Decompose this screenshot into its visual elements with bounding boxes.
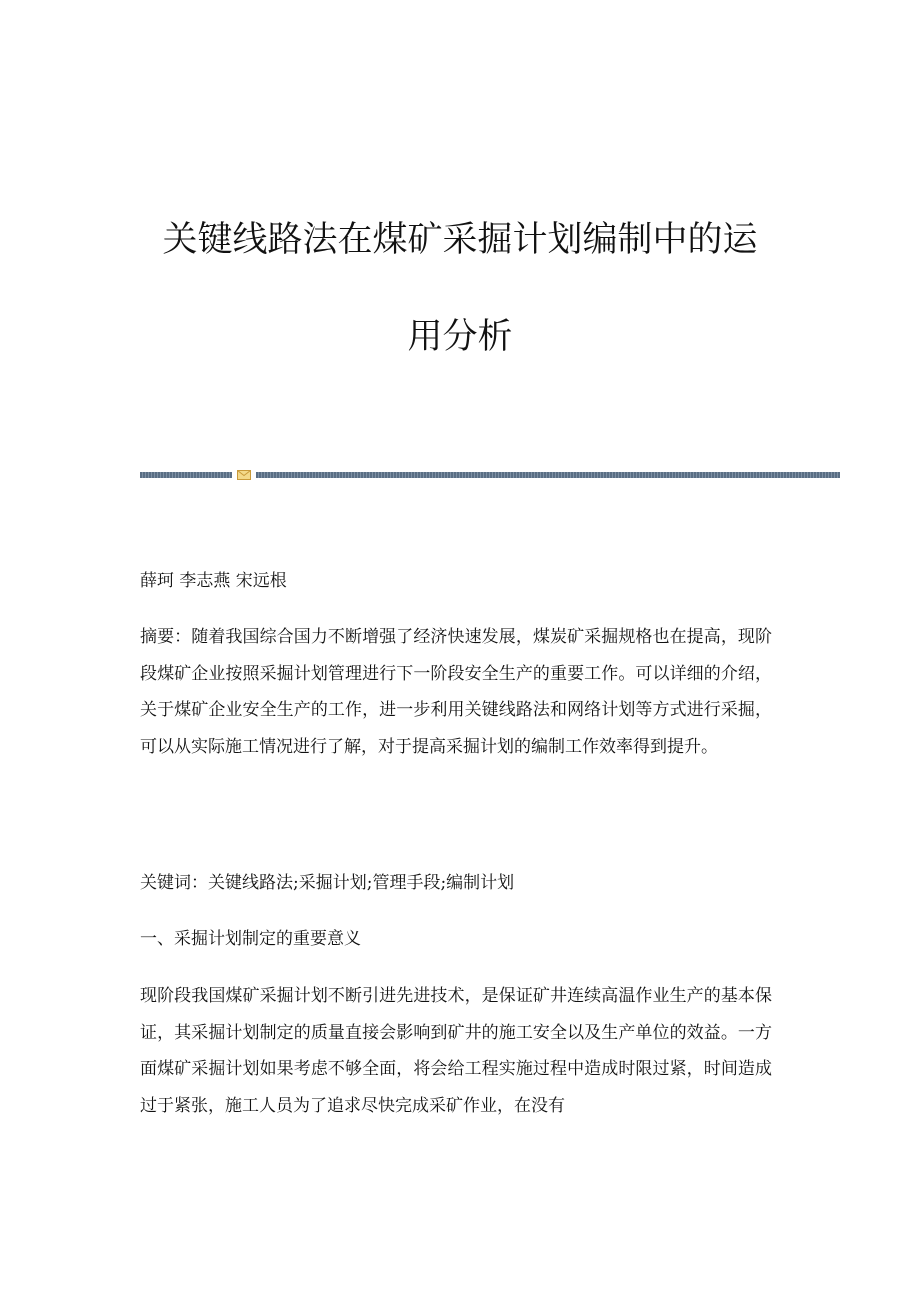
- keywords: 关键词：关键线路法;采掘计划;管理手段;编制计划: [140, 873, 515, 893]
- body-paragraph: 现阶段我国煤矿采掘计划不断引进先进技术，是保证矿井连续高温作业生产的基本保证，其采掘计划制定的质量直接会影响到矿井的施工安全以及生产单位的效益。一方面煤矿采掘计划如果考虑不够全面，将会给工程实施过程中造成时限过紧，时间造成过于紧张，施工人员为了追求尽快完成采矿作业，在没有: [140, 986, 772, 1116]
- divider-bar-right: [256, 472, 840, 478]
- document-title-line-2: 用分析: [407, 317, 513, 357]
- title-divider: [140, 470, 840, 480]
- authors: 薛珂 李志燕 宋远根: [140, 571, 287, 591]
- document-title-line-1: 关键线路法在煤矿采掘计划编制中的运: [162, 220, 758, 260]
- envelope-icon: [237, 470, 251, 480]
- divider-bar-left: [140, 472, 232, 478]
- section-heading: 一、采掘计划制定的重要意义: [140, 929, 361, 949]
- abstract: 摘要：随着我国综合国力不断增强了经济快速发展，煤炭矿采掘规格也在提高，现阶段煤矿企业按照采掘计划管理进行下一阶段安全生产的重要工作。可以详细的介绍，关于煤矿企业安全生产的工作，进一步利用关键线路法和网络计划等方式进行采掘，可以从实际施工情况进行了解，对于提高采掘计划的编制工作效率得到提升。: [140, 627, 772, 757]
